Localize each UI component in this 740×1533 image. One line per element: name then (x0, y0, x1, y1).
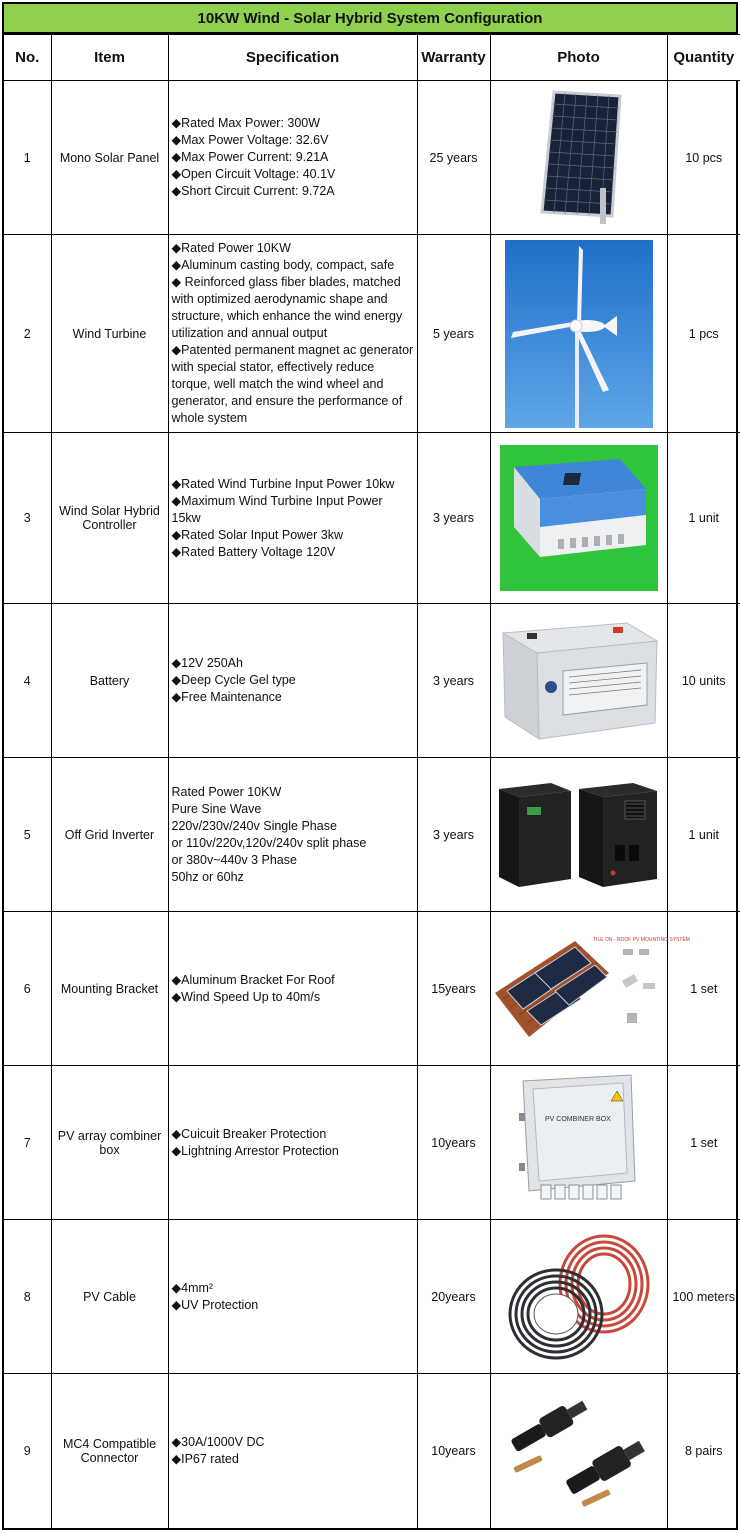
spec-line: ◆Maximum Wind Turbine Input Power 15kw (171, 493, 383, 525)
spec-line: ◆Aluminum casting body, compact, safe (171, 258, 395, 272)
row-number: 2 (4, 235, 51, 433)
header-specification: Specification (168, 35, 417, 81)
spec-line: ◆Rated Power 10KW (171, 241, 291, 255)
specification-cell (168, 912, 417, 1066)
spec-line: ◆Rated Battery Voltage 120V (171, 544, 336, 559)
specification-cell (168, 1220, 417, 1374)
spec-line: or 110v/220v,120v/240v split phase (171, 835, 367, 850)
photo-cell (490, 912, 690, 1066)
row-number: 3 (4, 433, 51, 604)
header-no: No. (4, 35, 51, 81)
warranty-value: 20years (417, 1220, 490, 1374)
specification-cell (168, 433, 417, 604)
mounting-bracket-icon (495, 933, 690, 1045)
photo-cell (490, 1220, 667, 1374)
item-name: Battery (51, 604, 168, 758)
photo-cell (490, 604, 667, 758)
photo-cell (490, 81, 667, 235)
spec-line: Pure Sine Wave (171, 801, 262, 816)
spec-line: ◆12V 250Ah (171, 656, 243, 670)
quantity-value: 1 set (667, 1066, 740, 1220)
spec-line: ◆Short Circuit Current: 9.72A (171, 184, 335, 198)
spec-line: ◆30A/1000V DC (171, 1434, 265, 1449)
warranty-value: 25 years (417, 81, 490, 235)
row-number: 1 (4, 81, 51, 235)
quantity-value: 10 units (667, 604, 740, 758)
warranty-value: 3 years (417, 433, 490, 604)
row-number: 8 (4, 1220, 51, 1374)
table-row (4, 81, 740, 235)
table-row (4, 1374, 740, 1528)
specification-cell (168, 758, 417, 912)
warranty-value: 5 years (417, 235, 490, 433)
photo-cell (490, 1066, 667, 1220)
specification-cell (168, 1066, 417, 1220)
item-name: Off Grid Inverter (51, 758, 168, 912)
specification-cell (168, 81, 417, 235)
warranty-value: 10years (417, 1374, 490, 1528)
warranty-value: 10years (417, 1066, 490, 1220)
row-number: 7 (4, 1066, 51, 1220)
photo-cell (490, 433, 667, 604)
photo-cell (490, 758, 667, 912)
table-row (4, 235, 740, 433)
solar-panel-icon (534, 88, 624, 228)
spec-line: ◆4mm² (171, 1280, 214, 1295)
item-name: Wind Turbine (51, 235, 168, 433)
spec-line: ◆Cuicuit Breaker Protection (171, 1126, 327, 1141)
specification-cell (168, 235, 417, 433)
spec-line: 220v/230v/240v Single Phase (171, 818, 337, 833)
item-name: MC4 Compatible Connector (51, 1374, 168, 1528)
controller-icon (500, 445, 658, 591)
spec-line: ◆Wind Speed Up to 40m/s (171, 989, 321, 1004)
spec-line: ◆Lightning Arrestor Protection (171, 1143, 339, 1158)
spec-line: ◆Patented permanent magnet ac generator with special stator, effectively reduce torque, well match the wind wheel and generator, and ensure the performance of whole system (171, 343, 414, 425)
spec-line: ◆Rated Wind Turbine Input Power 10kw (171, 476, 395, 491)
item-name: Wind Solar Hybrid Controller (51, 433, 168, 604)
quantity-value: 1 unit (667, 758, 740, 912)
header-item: Item (51, 35, 168, 81)
header-quantity: Quantity (667, 35, 740, 81)
configuration-sheet (2, 2, 738, 1530)
configuration-table (4, 34, 740, 1528)
cable-coil-icon (504, 1230, 654, 1364)
spec-line: ◆Max Power Voltage: 32.6V (171, 133, 329, 147)
battery-icon (497, 619, 661, 743)
quantity-value: 1 set (667, 912, 740, 1066)
table-row (4, 1066, 740, 1220)
wind-turbine-icon (505, 240, 653, 428)
row-number: 4 (4, 604, 51, 758)
spec-line: or 380v~440v 3 Phase (171, 852, 297, 867)
spec-line: ◆Free Maintenance (171, 690, 282, 704)
header-photo: Photo (490, 35, 667, 81)
quantity-value: 1 pcs (667, 235, 740, 433)
quantity-value: 100 meters (667, 1220, 740, 1374)
spec-line: ◆Open Circuit Voltage: 40.1V (171, 167, 336, 181)
row-number: 9 (4, 1374, 51, 1528)
photo-cell (490, 235, 667, 433)
warranty-value: 3 years (417, 604, 490, 758)
photo-cell (490, 1374, 667, 1528)
row-number: 6 (4, 912, 51, 1066)
item-name: PV array combiner box (51, 1066, 168, 1220)
spec-line: ◆Max Power Current: 9.21A (171, 150, 329, 164)
table-row (4, 433, 740, 604)
spec-line: Rated Power 10KW (171, 784, 282, 799)
spec-line: ◆ Reinforced glass fiber blades, matched with optimized aerodynamic shape and structure, which enhance the wind energy utilization and annual output (171, 275, 403, 340)
row-number: 5 (4, 758, 51, 912)
item-name: Mounting Bracket (51, 912, 168, 1066)
spec-line: 50hz or 60hz (171, 869, 244, 884)
table-row (4, 1220, 740, 1374)
mc4-connector-icon (499, 1391, 659, 1511)
inverter-icon (497, 781, 661, 889)
table-row (4, 604, 740, 758)
spec-line: ◆Aluminum Bracket For Roof (171, 972, 335, 987)
warranty-value: 3 years (417, 758, 490, 912)
bracket-caption: TILE ON - ROOF PV MOUNTING SYSTEM (592, 936, 690, 943)
spec-line: ◆UV Protection (171, 1297, 259, 1312)
page-title: 10KW Wind - Solar Hybrid System Configuration (4, 4, 736, 34)
spec-line: ◆IP67 rated (171, 1451, 239, 1466)
table-row (4, 912, 740, 1066)
combiner-box-icon (519, 1073, 639, 1213)
quantity-value: 10 pcs (667, 81, 740, 235)
table-row (4, 758, 740, 912)
warranty-value: 15years (417, 912, 490, 1066)
header-warranty: Warranty (417, 35, 490, 81)
quantity-value: 8 pairs (667, 1374, 740, 1528)
quantity-value: 1 unit (667, 433, 740, 604)
spec-line: ◆Rated Max Power: 300W (171, 116, 321, 130)
combiner-box-label: PV COMBINER BOX (544, 1115, 611, 1123)
spec-line: ◆Deep Cycle Gel type (171, 673, 296, 687)
spec-line: ◆Rated Solar Input Power 3kw (171, 527, 344, 542)
item-name: Mono Solar Panel (51, 81, 168, 235)
specification-cell (168, 1374, 417, 1528)
specification-cell (168, 604, 417, 758)
item-name: PV Cable (51, 1220, 168, 1374)
